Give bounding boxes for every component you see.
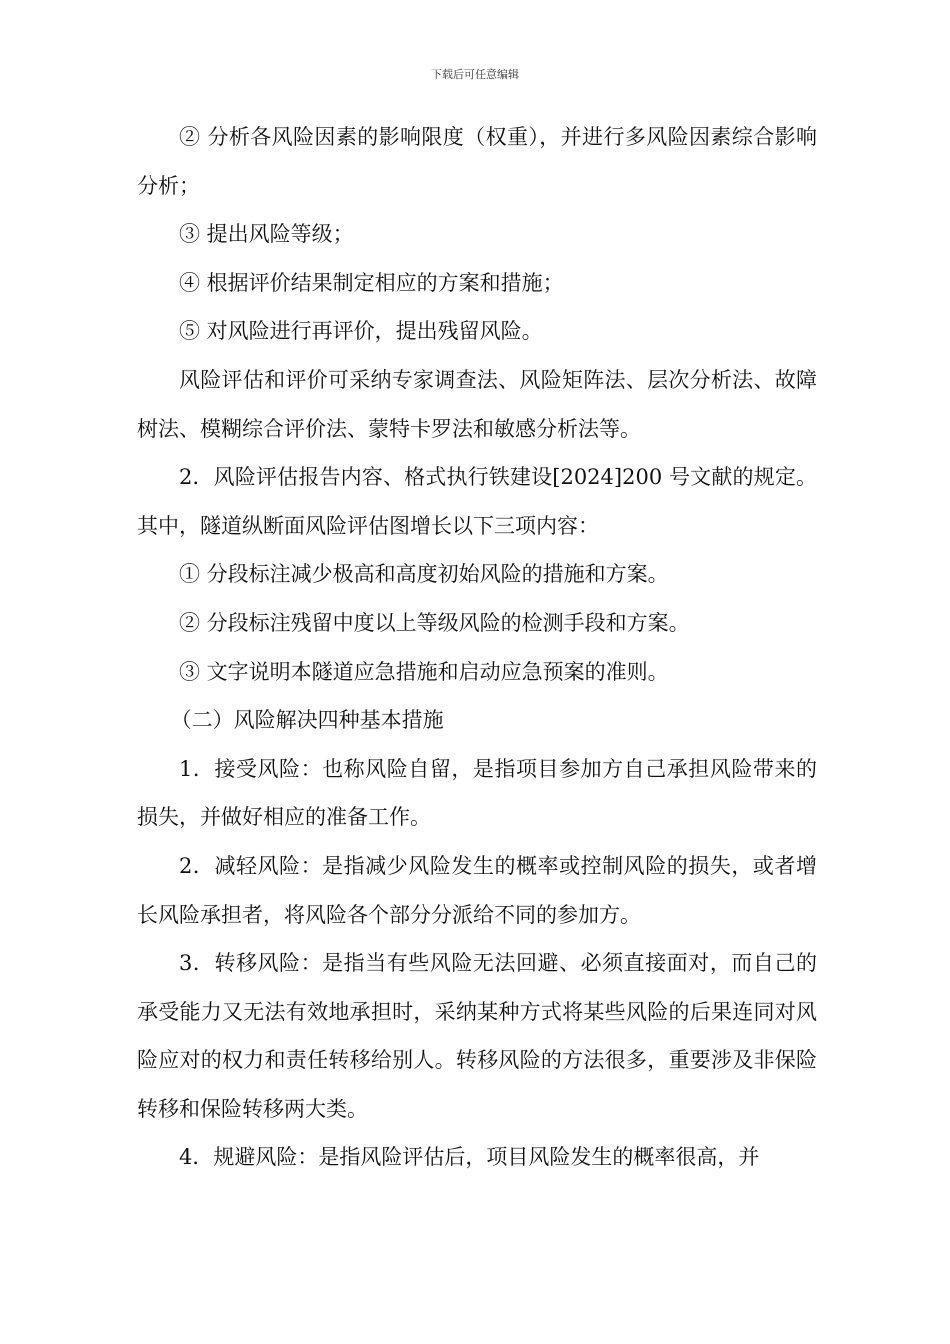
paragraph-report-format: 2．风险评估报告内容、格式执行铁建设[2024]200 号文献的规定。其中，隧道纵断面风险评估图增长以下三项内容： — [137, 465, 817, 538]
paragraph-accept-risk: 1．接受风险：也称风险自留，是指项目参加方自己承担风险带来的损失，并做好相应的准备工作。 — [137, 756, 817, 830]
paragraph-transfer-risk: 3．转移风险：是指当有些风险无法回避、必须直接面对，而自己的承受能力又无法有效地承担时，采纳某种方式将某些风险的后果连同对风险应对的权力和责任转移给别人。转移风险的方法很多，重要涉及非保险转移和保险转移两大类。 — [137, 951, 817, 1121]
paragraph-step-2: ② 分析各风险因素的影响限度（权重），并进行多风险因素综合影响分析； — [137, 125, 817, 198]
document-body — [137, 113, 817, 1182]
section-heading: （二）风险解决四种基本措施 — [170, 708, 444, 733]
paragraph-methods: 风险评估和评价可采纳专家调查法、风险矩阵法、层次分析法、故障树法、模糊综合评价法、蒙特卡罗法和敏感分析法等。 — [137, 367, 817, 441]
paragraph-content-2: ② 分段标注残留中度以上等级风险的检测手段和方案。 — [179, 610, 690, 635]
paragraph-reduce-risk: 2．减轻风险：是指减少风险发生的概率或控制风险的损失，或者增长风险承担者，将风险各个部分分派给不同的参加方。 — [137, 853, 817, 927]
paragraph-step-5: ⑤ 对风险进行再评价，提出残留风险。 — [179, 319, 543, 344]
paragraph-content-1: ① 分段标注减少极高和高度初始风险的措施和方案。 — [179, 562, 669, 587]
paragraph-avoid-risk: 4．规避风险：是指风险评估后，项目风险发生的概率很高，并 — [179, 1145, 760, 1170]
paragraph-content-3: ③ 文字说明本隧道应急措施和启动应急预案的准则。 — [179, 659, 669, 684]
paragraph-step-4: ④ 根据评价结果制定相应的方案和措施； — [179, 270, 564, 295]
page-header: 下载后可任意编辑 — [431, 68, 519, 81]
paragraph-step-3: ③ 提出风险等级； — [179, 222, 354, 247]
